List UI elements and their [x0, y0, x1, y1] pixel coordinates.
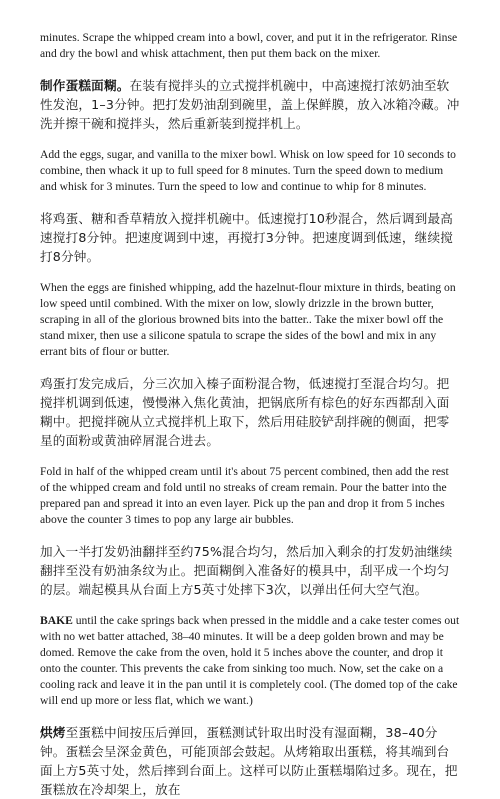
- paragraph-en-2: Add the eggs, sugar, and vanilla to the mixer bowl. Whisk on low speed for 10 seconds to combine, then whack it up to full speed for 8 minutes. Turn the speed down to medium and whisk for 3 minutes. Turn the speed to low and continue to whip for 8 minutes.: [40, 148, 456, 193]
- paragraph-zh-5-body: 至蛋糕中间按压后弹回，蛋糕测试针取出时没有湿面糊，38–40分钟。蛋糕会呈深金黄色，可能顶部会鼓起。从烤箱取出蛋糕，将其端到台面上方5英寸处，然后摔到台面上。这样可以防止蛋糕塌陷过多。现在，把蛋糕放在冷却架上，放在: [40, 725, 458, 797]
- paragraph-en-4: Fold in half of the whipped cream until it's about 75 percent combined, then add the rest of the whipped cream and fold until no streaks of cream remain. Pour the batter into the prepared pan and spread it into an even layer. Pick up the pan and drop it from 5 inches above the counter 3 times to pop any large air bubbles.: [40, 465, 449, 526]
- paragraph-en-5: [40, 613, 460, 709]
- paragraph-zh-1: [40, 76, 460, 133]
- paragraph-zh-1-body: 在装有搅拌头的立式搅拌机碗中，中高速搅打浓奶油至软性发泡，1–3分钟。把打发奶油刮到碗里，盖上保鲜膜，放入冰箱冷藏。冲洗并擦干碗和搅拌头，然后重新装到搅拌机上。: [40, 78, 460, 131]
- paragraph-zh-1-heading: 制作蛋糕面糊。: [40, 78, 130, 93]
- paragraph-zh-4: 加入一半打发奶油翻拌至约75%混合均匀，然后加入剩余的打发奶油继续翻拌至没有奶油条纹为止。把面糊倒入准备好的模具中，刮平成一个均匀的层。端起模具从台面上方5英寸处摔下3次，以弹出任何大空气泡。: [40, 544, 453, 597]
- paragraph-en-1: minutes. Scrape the whipped cream into a bowl, cover, and put it in the refrigerator. Rinse and dry the bowl and whisk attachment, then put them back on the mixer.: [40, 31, 458, 60]
- paragraph-en-3: When the eggs are finished whipping, add the hazelnut-flour mixture in thirds, beating on low speed until combined. With the mixer on low, slowly drizzle in the brown butter, scraping in all of the glorious browned bits into the batter.. Take the mixer bowl off the stand mixer, then use a silicone spatula to scrape the sides of the bowl and mix in any errant bits of flour or butter.: [40, 281, 456, 358]
- paragraph-zh-5: [40, 723, 460, 799]
- paragraph-zh-3: 鸡蛋打发完成后，分三次加入榛子面粉混合物，低速搅打至混合均匀。把搅拌机调到低速，慢慢淋入焦化黄油，把锅底所有棕色的好东西都刮入面糊中。把搅拌碗从立式搅拌机上取下，然后用硅胶铲刮拌碗的侧面，把零星的面粉或黄油碎屑混合进去。: [40, 376, 450, 448]
- paragraph-en-5-body: until the cake springs back when pressed in the middle and a cake tester comes out with no wet batter attached, 38–40 minutes. It will be a deep golden brown and may be domed. Remove the cake from the oven, hold it 5 inches above the counter, and drop it onto the counter. This prevents the cake from sinking too much. Now, set the cake on a cooling rack and leave it in the pan until it is completely cool. (The domed top of the cake will end up more or less flat, which we want.): [40, 614, 460, 707]
- paragraph-zh-5-heading: 烘烤: [40, 725, 66, 740]
- paragraph-en-5-heading: BAKE: [40, 614, 73, 627]
- paragraph-zh-2: 将鸡蛋、糖和香草精放入搅拌机碗中。低速搅打10秒混合，然后调到最高速搅打8分钟。把速度调到中速，再搅打3分钟。把速度调到低速，继续搅打8分钟。: [40, 211, 454, 264]
